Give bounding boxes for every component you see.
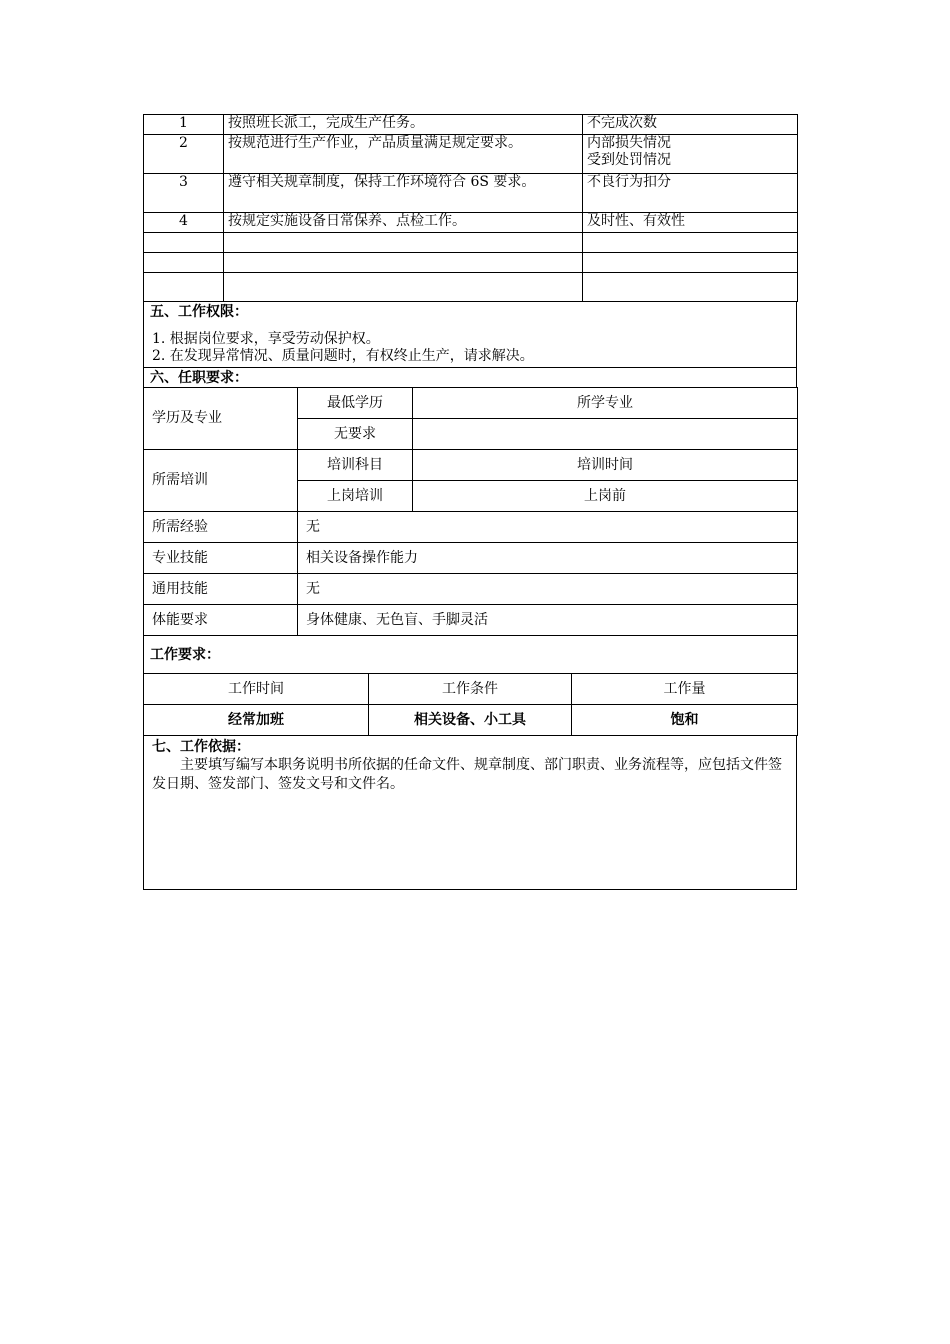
basis-cell xyxy=(144,736,797,890)
min-education-header: 最低学历 xyxy=(298,388,413,419)
table-row xyxy=(144,135,798,174)
duty-number: 3 xyxy=(144,174,224,213)
qualifications-title: 六、任职要求： xyxy=(144,368,797,388)
basis-section xyxy=(143,735,797,890)
general-skill-label: 通用技能 xyxy=(144,574,298,605)
physical-label: 体能要求 xyxy=(144,605,298,636)
education-label: 学历及专业 xyxy=(144,388,298,450)
min-education-value: 无要求 xyxy=(298,419,413,450)
authority-section xyxy=(143,301,797,388)
work-condition-value: 相关设备、小工具 xyxy=(369,705,572,736)
work-requirements-table xyxy=(143,673,798,736)
duty-number: 1 xyxy=(144,115,224,135)
major-header: 所学专业 xyxy=(413,388,798,419)
authority-item: 1. 根据岗位要求，享受劳动保护权。 xyxy=(152,330,380,347)
authority-item: 2. 在发现异常情况、质量问题时，有权终止生产，请求解决。 xyxy=(152,347,534,364)
workload-value: 饱和 xyxy=(572,705,798,736)
authority-title: 五、工作权限： xyxy=(144,302,797,325)
duty-content: 按照班长派工，完成生产任务。 xyxy=(224,115,583,135)
physical-value: 身体健康、无色盲、手脚灵活 xyxy=(298,605,798,636)
duty-metric: 不良行为扣分 xyxy=(583,174,798,213)
basis-title: 七、工作依据： xyxy=(152,739,250,755)
training-subject-header: 培训科目 xyxy=(298,450,413,481)
basis-text: 主要填写编写本职务说明书所依据的任命文件、规章制度、部门职责、业务流程等，应包括文件签发日期、签发部门、签发文号和文件名。 xyxy=(152,757,782,792)
empty-row xyxy=(144,253,798,273)
duty-number: 2 xyxy=(144,135,224,174)
work-time-header: 工作时间 xyxy=(144,674,369,705)
duty-number: 4 xyxy=(144,213,224,233)
duty-metric: 不完成次数 xyxy=(583,115,798,135)
table-row xyxy=(144,115,798,135)
table-row xyxy=(144,174,798,213)
work-requirements-title: 工作要求： xyxy=(144,636,798,674)
duty-metric: 及时性、有效性 xyxy=(583,213,798,233)
work-time-value: 经常加班 xyxy=(144,705,369,736)
general-skill-value: 无 xyxy=(298,574,798,605)
training-subject-value: 上岗培训 xyxy=(298,481,413,512)
duties-table xyxy=(143,114,798,302)
training-label: 所需培训 xyxy=(144,450,298,512)
work-condition-header: 工作条件 xyxy=(369,674,572,705)
duty-content: 按规范进行生产作业，产品质量满足规定要求。 xyxy=(224,135,583,174)
job-description-form xyxy=(143,114,797,890)
experience-value: 无 xyxy=(298,512,798,543)
training-time-value: 上岗前 xyxy=(413,481,798,512)
duty-content: 遵守相关规章制度，保持工作环境符合 6S 要求。 xyxy=(224,174,583,213)
table-row xyxy=(144,213,798,233)
authority-list xyxy=(144,325,797,368)
duty-content: 按规定实施设备日常保养、点检工作。 xyxy=(224,213,583,233)
experience-label: 所需经验 xyxy=(144,512,298,543)
empty-row xyxy=(144,233,798,253)
professional-skill-value: 相关设备操作能力 xyxy=(298,543,798,574)
duty-metric: 内部损失情况 受到处罚情况 xyxy=(583,135,798,174)
workload-header: 工作量 xyxy=(572,674,798,705)
qualifications-table xyxy=(143,387,798,674)
training-time-header: 培训时间 xyxy=(413,450,798,481)
professional-skill-label: 专业技能 xyxy=(144,543,298,574)
empty-row xyxy=(144,273,798,302)
major-value xyxy=(413,419,798,450)
